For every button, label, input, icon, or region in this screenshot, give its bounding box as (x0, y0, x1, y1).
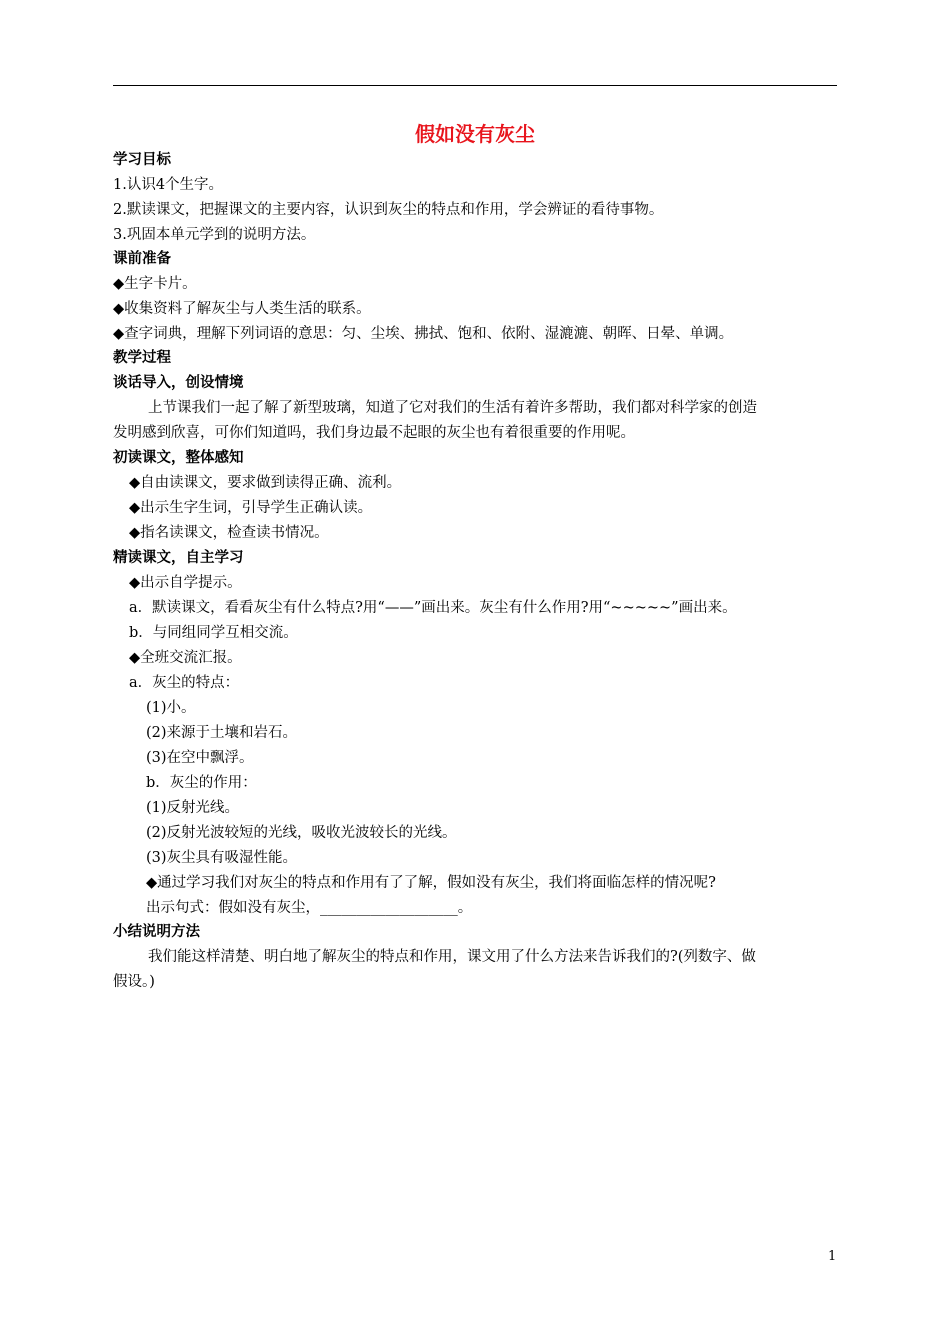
feature-item: (2)来源于土壤和岩石。 (146, 725, 298, 741)
page-number: 1 (828, 1249, 837, 1264)
features-label: a．灰尘的特点： (129, 675, 240, 691)
close-read-heading: 精读课文，自主学习 (113, 550, 244, 566)
function-item: (1)反射光线。 (146, 800, 240, 816)
feature-item: (3)在空中飘浮。 (146, 750, 254, 766)
first-read-item: ◆出示生字生词，引导学生正确认读。 (129, 500, 373, 516)
functions-label: b．灰尘的作用： (146, 775, 257, 791)
close-read-report: ◆全班交流汇报。 (129, 650, 242, 666)
process-heading: 教学过程 (113, 350, 171, 366)
sentence-pattern: 出示句式：假如没有灰尘，___________________。 (146, 900, 473, 916)
feature-item: (1)小。 (146, 700, 196, 716)
prep-heading: 课前准备 (113, 251, 171, 267)
goal-item: 3.巩固本单元学到的说明方法。 (113, 227, 316, 243)
prep-item: ◆查字词典，理解下列词语的意思：匀、尘埃、拂拭、饱和、依附、湿漉漉、朝晖、日晕、单调。 (113, 326, 734, 342)
intro-heading: 谈话导入，创设情境 (113, 375, 244, 391)
first-read-heading: 初读课文，整体感知 (113, 450, 244, 466)
goal-item: 1.认识4个生字。 (113, 177, 224, 193)
intro-paragraph-line: 上节课我们一起了解了新型玻璃，知道了它对我们的生活有着许多帮助，我们都对科学家的创造 (148, 400, 757, 416)
intro-paragraph-line: 发明感到欣喜，可你们知道吗，我们身边最不起眼的灰尘也有着很重要的作用呢。 (113, 425, 635, 441)
close-read-question: ◆通过学习我们对灰尘的特点和作用有了了解，假如没有灰尘，我们将面临怎样的情况呢? (146, 875, 716, 891)
summary-heading: 小结说明方法 (113, 924, 200, 940)
goals-heading: 学习目标 (113, 152, 171, 168)
first-read-item: ◆自由读课文，要求做到读得正确、流利。 (129, 475, 402, 491)
goal-item: 2.默读课文，把握课文的主要内容，认识到灰尘的特点和作用，学会辨证的看待事物。 (113, 202, 664, 218)
close-read-b: b．与同组同学互相交流。 (129, 625, 298, 641)
first-read-item: ◆指名读课文，检查读书情况。 (129, 525, 329, 541)
header-rule (113, 85, 837, 86)
summary-paragraph-line: 我们能这样清楚、明白地了解灰尘的特点和作用，课文用了什么方法来告诉我们的?(列数字、做 (148, 949, 756, 965)
function-item: (3)灰尘具有吸湿性能。 (146, 850, 298, 866)
prep-item: ◆收集资料了解灰尘与人类生活的联系。 (113, 301, 371, 317)
summary-paragraph-line: 假设。) (113, 974, 155, 990)
page-title: 假如没有灰尘 (415, 122, 535, 146)
prep-item: ◆生字卡片。 (113, 276, 197, 292)
close-read-a: a．默读课文，看看灰尘有什么特点?用“——”画出来。灰尘有什么作用?用“~~~~~”画出来。 (129, 600, 737, 616)
function-item: (2)反射光波较短的光线，吸收光波较长的光线。 (146, 825, 457, 841)
close-read-prompt: ◆出示自学提示。 (129, 575, 242, 591)
